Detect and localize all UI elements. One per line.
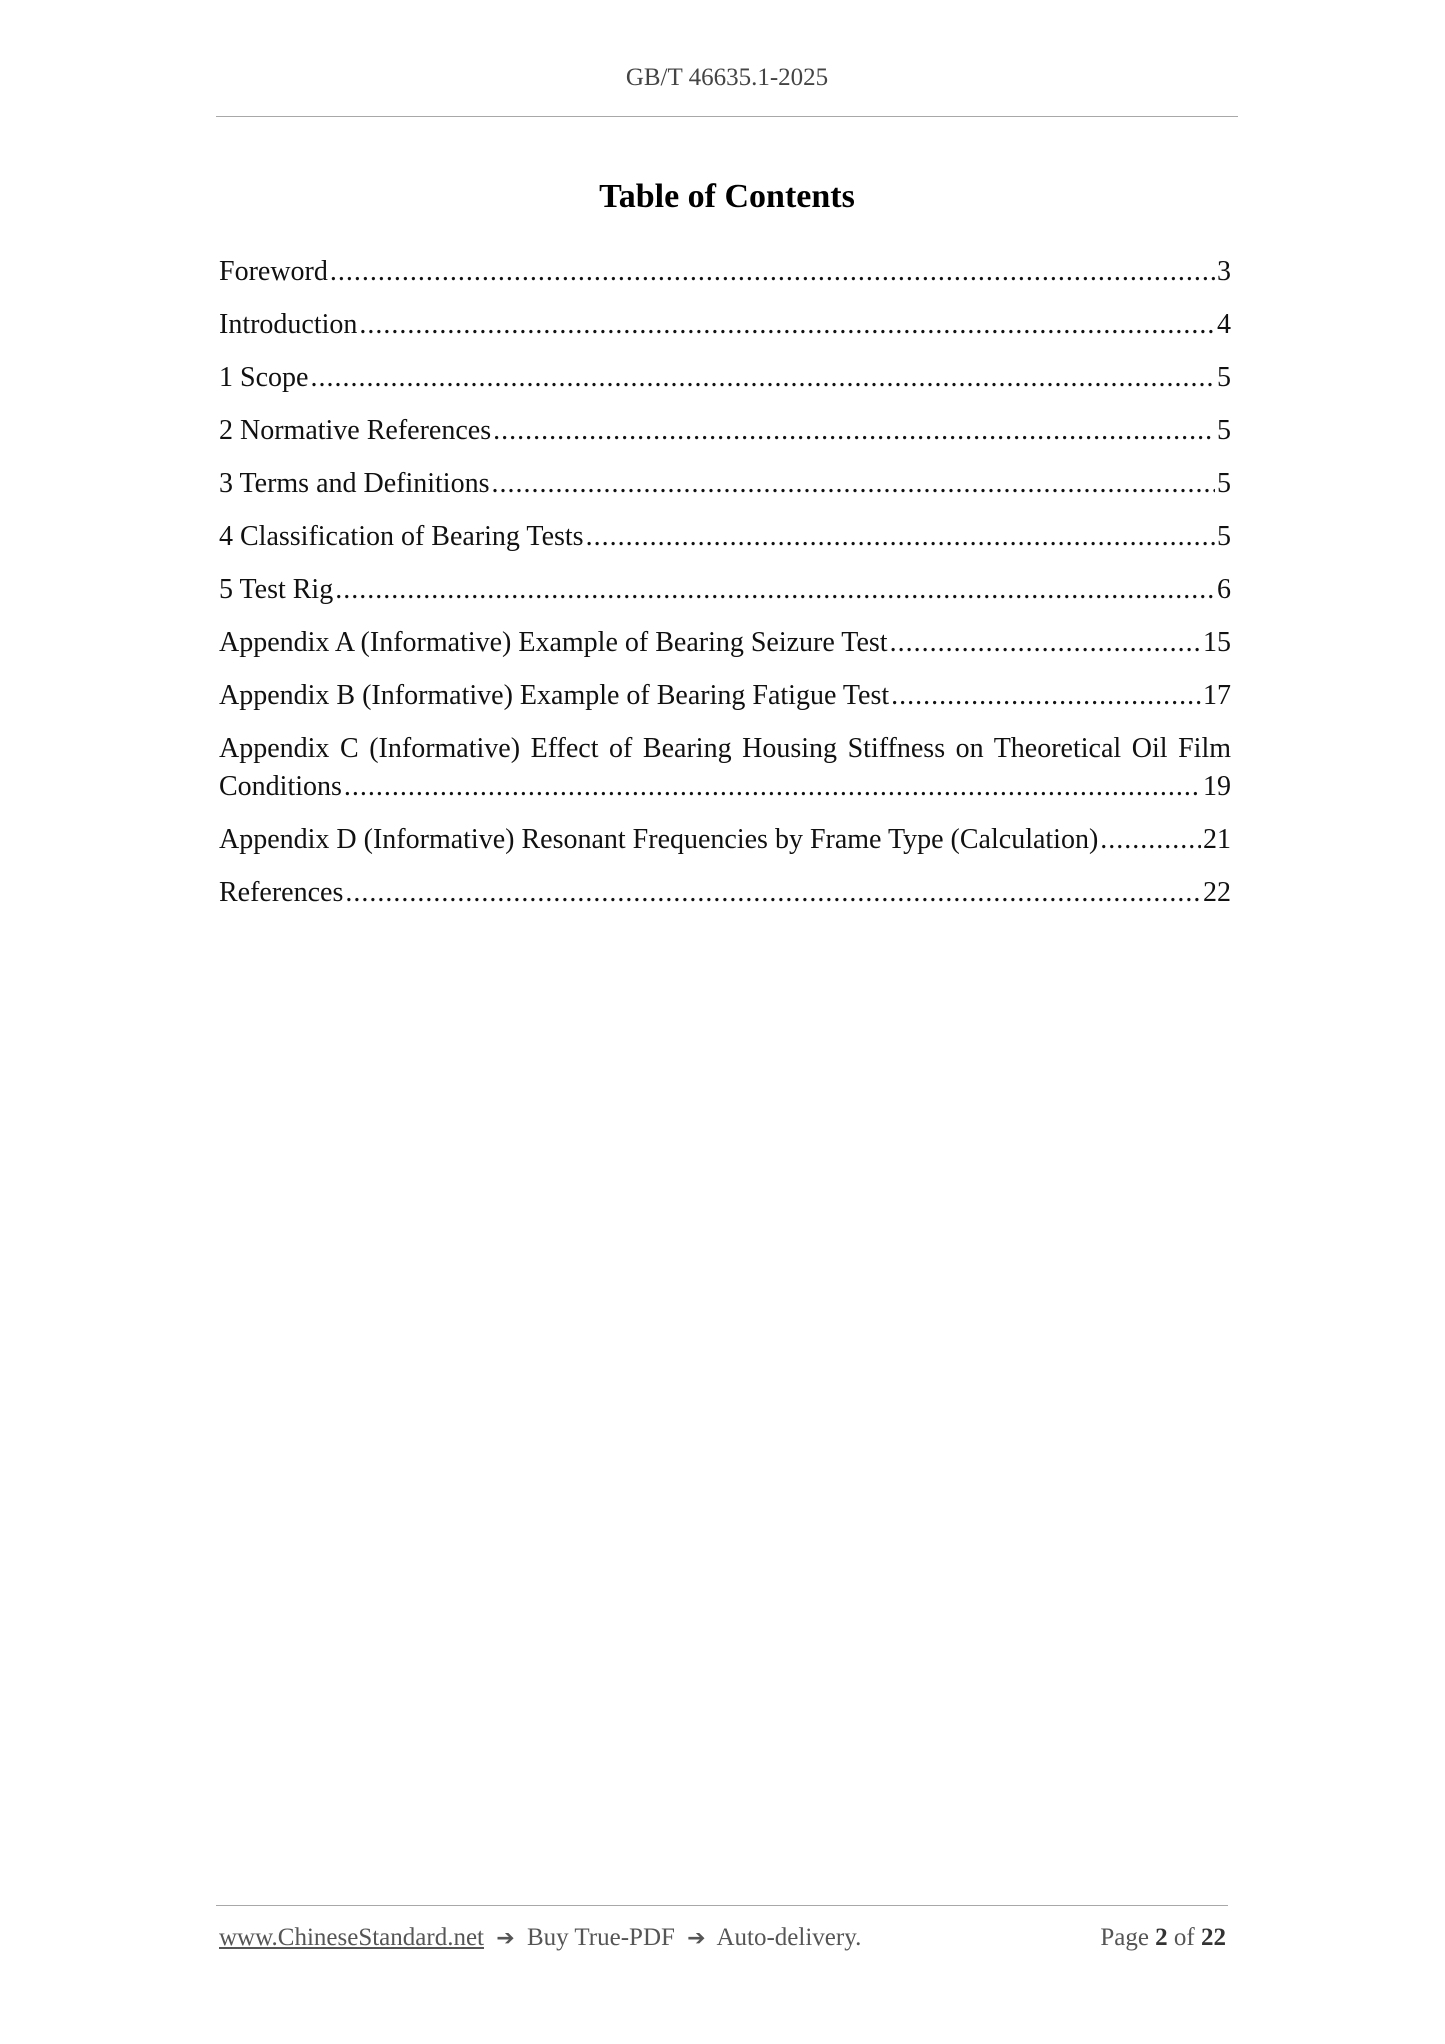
toc-entry-page: 6 — [1217, 574, 1231, 605]
toc-dot-leader — [1100, 821, 1201, 859]
toc-entry-appendix-a[interactable] — [219, 624, 1231, 662]
toc-entry-appendix-c[interactable] — [219, 730, 1231, 806]
toc-entry-label-continued: Conditions — [219, 771, 342, 802]
toc-dot-leader — [335, 571, 1215, 609]
toc-entry-appendix-d[interactable] — [219, 821, 1231, 859]
toc-entry-label: Appendix C (Informative) Effect of Bearing Housing Stiffness on Theoretical Oil Film — [219, 733, 1231, 764]
table-of-contents — [219, 253, 1231, 927]
footer-divider — [216, 1905, 1228, 1906]
toc-dot-leader — [345, 874, 1201, 912]
toc-entry-label: References — [219, 877, 344, 908]
of-word: of — [1173, 1924, 1195, 1951]
toc-entry-page: 15 — [1203, 627, 1231, 658]
page-word: Page — [1100, 1924, 1149, 1951]
toc-dot-leader — [359, 306, 1215, 344]
toc-entry-page: 19 — [1203, 771, 1231, 802]
toc-entry-page: 3 — [1217, 256, 1231, 287]
toc-entry-test-rig[interactable] — [219, 571, 1231, 609]
toc-entry-classification[interactable] — [219, 518, 1231, 556]
page-indicator — [1066, 1924, 1226, 1952]
toc-entry-terms-definitions[interactable] — [219, 465, 1231, 503]
toc-dot-leader — [491, 465, 1215, 503]
toc-entry-label: Appendix D (Informative) Resonant Frequencies by Frame Type (Calculation) — [219, 824, 1099, 855]
toc-entry-label: Appendix A (Informative) Example of Bearing Seizure Test — [219, 627, 888, 658]
toc-entry-page: 5 — [1217, 362, 1231, 393]
page-current: 2 — [1155, 1924, 1168, 1951]
footer-promo — [219, 1924, 861, 1952]
right-arrow-icon: ➔ — [496, 1926, 515, 1951]
toc-title: Table of Contents — [599, 178, 855, 215]
toc-entry-label: Introduction — [219, 309, 358, 340]
document-header: GB/T 46635.1-2025 — [625, 64, 829, 91]
toc-entry-label: 2 Normative References — [219, 415, 492, 446]
toc-entry-page: 22 — [1203, 877, 1231, 908]
toc-entry-label: 3 Terms and Definitions — [219, 468, 490, 499]
toc-entry-scope[interactable] — [219, 359, 1231, 397]
page-total: 22 — [1201, 1924, 1226, 1951]
toc-entry-continuation — [219, 768, 1231, 806]
buy-text: Buy True-PDF — [526, 1924, 675, 1951]
toc-entry-label: 4 Classification of Bearing Tests — [219, 521, 584, 552]
toc-dot-leader — [344, 768, 1201, 806]
toc-entry-appendix-b[interactable] — [219, 677, 1231, 715]
site-link[interactable]: www.ChineseStandard.net — [219, 1924, 484, 1951]
toc-dot-leader — [891, 677, 1201, 715]
toc-entry-page: 5 — [1217, 521, 1231, 552]
toc-dot-leader — [310, 359, 1215, 397]
toc-entry-foreword[interactable] — [219, 253, 1231, 291]
header-divider — [216, 116, 1238, 117]
toc-entry-page: 17 — [1203, 680, 1231, 711]
toc-entry-label: Appendix B (Informative) Example of Bearing Fatigue Test — [219, 680, 890, 711]
toc-dot-leader — [586, 518, 1215, 556]
toc-entry-page: 21 — [1203, 824, 1231, 855]
toc-entry-page: 5 — [1217, 468, 1231, 499]
toc-entry-page: 5 — [1217, 415, 1231, 446]
toc-entry-label: Foreword — [219, 256, 328, 287]
delivery-text: Auto-delivery. — [716, 1924, 862, 1951]
toc-entry-label: 1 Scope — [219, 362, 309, 393]
toc-dot-leader — [493, 412, 1215, 450]
toc-entry-label: 5 Test Rig — [219, 574, 334, 605]
toc-entry-references[interactable] — [219, 874, 1231, 912]
right-arrow-icon: ➔ — [687, 1926, 706, 1951]
toc-entry-normative-references[interactable] — [219, 412, 1231, 450]
toc-entry-page: 4 — [1217, 309, 1231, 340]
toc-entry-introduction[interactable] — [219, 306, 1231, 344]
toc-dot-leader — [890, 624, 1201, 662]
toc-dot-leader — [330, 253, 1215, 291]
